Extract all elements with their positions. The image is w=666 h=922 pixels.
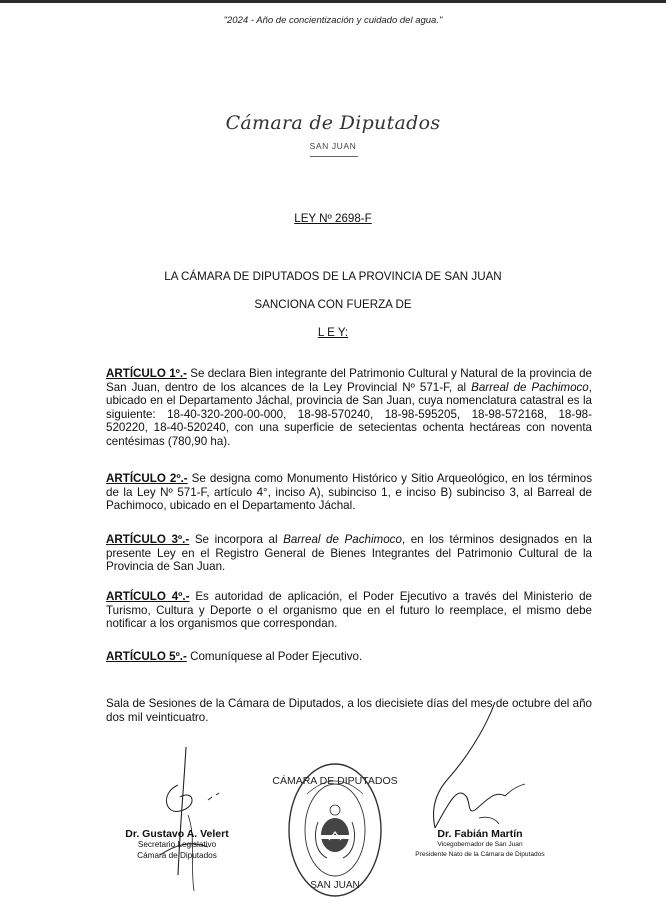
seal-top-text: CÁMARA DE DIPUTADOS — [272, 775, 398, 787]
chamber-logo-title: Cámara de Diputados — [225, 112, 441, 134]
article-4 — [106, 590, 592, 631]
sun-icon — [330, 805, 340, 815]
article-label: ARTÍCULO 4º.- — [106, 590, 190, 603]
left-signer-role: Secretario Legislativo — [137, 840, 217, 849]
chamber-logo-subtitle: SAN JUAN — [309, 141, 357, 151]
article-label: ARTÍCULO 3º.- — [106, 533, 190, 546]
left-signer-name: Dr. Gustavo A. Velert — [125, 828, 229, 840]
right-signer-role: Vicegobernador de San Juan — [437, 841, 523, 848]
article-text: Es autoridad de aplicación, el Poder Ejecutivo a través del Ministerio de Turismo, Cultura y Deporte o el organismo que en el futuro lo reemplace, el mismo debe notificar a los organismos que correspondan. — [106, 590, 592, 631]
left-signature-block — [102, 828, 252, 861]
law-title: LEY Nº 2698-F — [294, 212, 372, 225]
article-text: , en los términos designados en la presente Ley en el Registro General de Bienes Integrantes del Patrimonio Cultural de la Provincia de San Juan. — [106, 533, 592, 574]
article-italic: Barreal de Pachimoco — [471, 380, 589, 394]
right-signer-name: Dr. Fabián Martín — [437, 828, 523, 840]
article-2 — [106, 472, 592, 513]
right-signer-org: Presidente Nato de la Cámara de Diputados — [415, 850, 545, 858]
article-label: ARTÍCULO 1º.- — [106, 367, 187, 380]
closing-statement: Sala de Sesiones de la Cámara de Diputados, a los diecisiete días del mes de octubre del año dos mil veinticuatro. — [106, 697, 592, 724]
article-italic: Barreal de Pachimoco — [283, 533, 402, 546]
logo-divider — [310, 156, 358, 157]
preamble-sanction: SANCIONA CON FUERZA DE — [254, 298, 412, 311]
article-text: , ubicado en el Departamento Jáchal, provincia de San Juan, cuya nomenclatura catastral es la siguiente: 18-40-320-200-00-000, 18-98-570240, 18-98-595205, 18-98-572168, 18-98-520220, 18-40-520240, con una superficie de setecientas ochenta hectáreas con noventa centésimas (780,90 ha). — [106, 380, 592, 448]
article-1 — [106, 367, 592, 449]
right-signature-drawing — [395, 700, 535, 840]
article-label: ARTÍCULO 2º.- — [106, 472, 188, 485]
left-signature-drawing — [120, 745, 240, 895]
year-motto: "2024 - Año de concientización y cuidado del agua." — [223, 15, 443, 26]
article-text: Se incorpora al — [189, 533, 284, 546]
seal-bottom-text: SAN JUAN — [310, 880, 360, 891]
preamble-chamber: LA CÁMARA DE DIPUTADOS DE LA PROVINCIA DE SAN JUAN — [164, 270, 502, 283]
scan-top-edge — [0, 0, 666, 3]
article-3 — [106, 533, 592, 574]
article-text: Se declara Bien integrante del Patrimonio Cultural y Natural de la provincia de San Juan, dentro de los alcances de la Ley Provincial Nº 571-F, al — [106, 367, 592, 394]
article-label: ARTÍCULO 5º.- — [106, 650, 187, 663]
preamble-law: L E Y: — [317, 326, 349, 339]
article-text: Se designa como Monumento Histórico y Sitio Arqueológico, en los términos de la Ley Nº 571-F, artículo 4°, inciso A), subinciso 1, e inciso B) subinciso 3, al Barreal de Pachimoco, ubicado en el Departamento Jáchal. — [106, 472, 592, 513]
article-5 — [106, 650, 592, 664]
left-signer-org: Cámara de Diputados — [137, 850, 217, 860]
official-seal — [272, 760, 398, 900]
right-signature-block — [400, 828, 560, 859]
article-text: Comuníquese al Poder Ejecutivo. — [186, 650, 363, 663]
